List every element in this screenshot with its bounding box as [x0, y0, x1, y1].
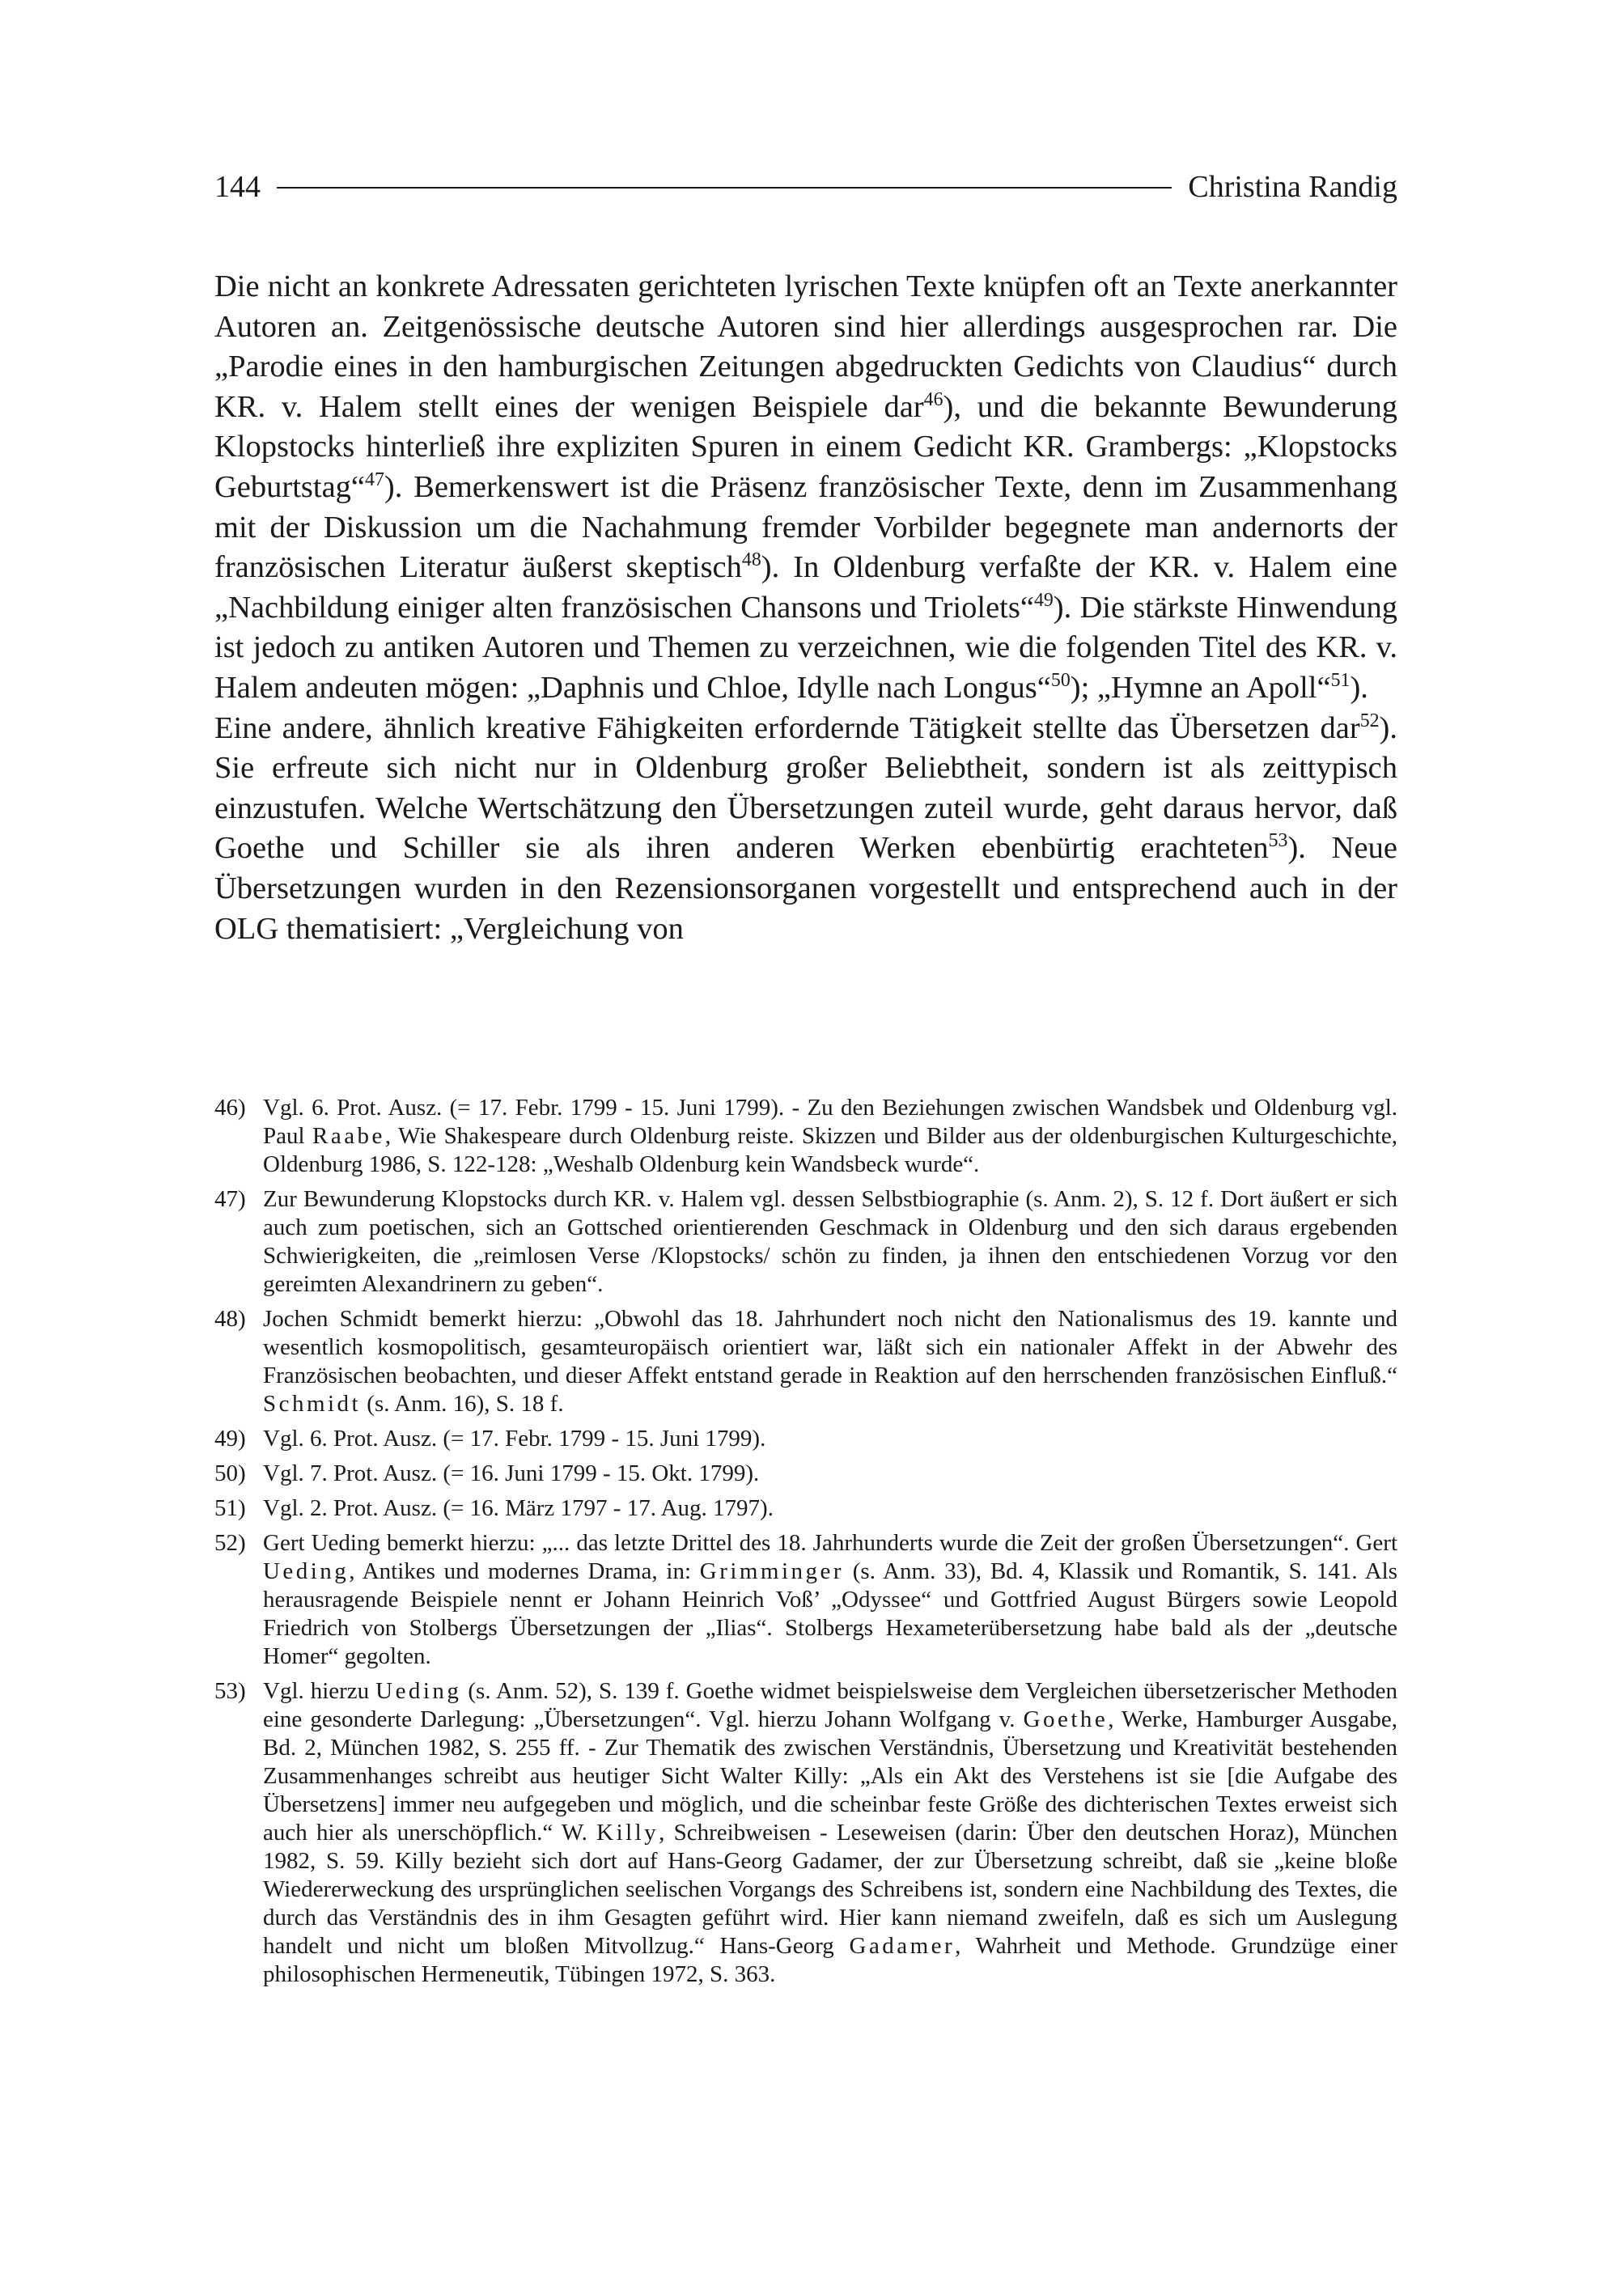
text-segment: ), und die bekannte Bewunderung Klopstocks hinterließ ihre expliziten Spuren in einem Gedicht KR. Grambergs: „Klopstocks Geburtstag“	[214, 389, 1397, 504]
text-segment: ); „Hymne an Apoll“	[1070, 670, 1331, 705]
body-text	[214, 267, 1397, 949]
text-segment: Vgl. 6. Prot. Ausz. (= 17. Febr. 1799 - 15. Juni 1799). - Zu den Beziehungen zwischen Wandsbek und Oldenburg vgl. Paul	[263, 1095, 1397, 1149]
footnote-47	[214, 1185, 1397, 1299]
text-segment: (s. Anm. 52), S. 139 f. Goethe widmet beispielsweise dem Vergleichen übersetzerischer Methoden eine gesonderte Darlegung: „Übersetzungen“. Vgl. hierzu Johann Wolfgang v.	[263, 1678, 1398, 1732]
text-segment: , Wie Shakespeare durch Oldenburg reiste. Skizzen und Bilder aus der oldenburgischen Kulturgeschichte, Oldenburg 1986, S. 122-128: „Weshalb Oldenburg kein Wandsbeck wurde“.	[263, 1123, 1398, 1177]
text-segment: Die nicht an konkrete Adressaten gerichteten lyrischen Texte knüpfen oft an Texte anerkannter Autoren an. Zeitgenössische deutsche Autoren sind hier allerdings ausgesprochen rar. Die „Parodie eines in den hamburgischen Zeitungen abgedruckten Gedichts von Claudius“ durch KR. v. Halem stellt eines der wenigen Beispiele dar	[214, 269, 1397, 424]
paragraph-1	[214, 267, 1397, 709]
footnote-text: Vgl. 6. Prot. Ausz. (= 17. Febr. 1799 - 15. Juni 1799).	[263, 1426, 766, 1452]
footnote-number: 49)	[214, 1426, 246, 1452]
text-segment: Eine andere, ähnlich kreative Fähigkeiten erfordernde Tätigkeit stellte das Übersetzen dar	[214, 710, 1360, 745]
footnotes	[214, 1094, 1397, 1995]
footnote-ref-46[interactable]: 46	[923, 388, 943, 410]
author-name: Ueding	[263, 1558, 350, 1584]
footnote-number: 53)	[214, 1678, 246, 1704]
header-rule	[277, 187, 1172, 189]
footnote-50	[214, 1460, 1397, 1488]
footnote-text: Vgl. 2. Prot. Ausz. (= 16. März 1797 - 17. Aug. 1797).	[263, 1495, 774, 1521]
footnote-ref-50[interactable]: 50	[1050, 670, 1071, 692]
footnote-number: 50)	[214, 1460, 246, 1486]
author-name: Killy	[596, 1820, 659, 1846]
text-segment: ). Die stärkste Hinwendung ist jedoch zu antiken Autoren und Themen zu verzeichnen, wie die folgenden Titel des KR. v. Halem andeuten mögen: „Daphnis und Chloe, Idylle nach Longus“	[214, 590, 1397, 705]
footnote-49	[214, 1425, 1397, 1453]
text-segment: , Antikes und modernes Drama, in:	[349, 1558, 692, 1584]
text-segment: (s. Anm. 16), S. 18 f.	[367, 1391, 564, 1417]
footnote-46	[214, 1094, 1397, 1179]
text-segment: Vgl. hierzu	[263, 1678, 370, 1704]
footnote-ref-49[interactable]: 49	[1033, 589, 1054, 611]
text-segment: ). Bemerkenswert ist die Präsenz französischer Texte, denn im Zusammenhang mit der Diskussion um die Nachahmung fremder Vorbilder begegnete man andernorts der französischen Literatur äußerst skeptisch	[214, 469, 1397, 585]
footnote-52	[214, 1529, 1397, 1671]
author-name: Raabe	[312, 1123, 385, 1149]
text-segment: , Schreibweisen - Leseweisen (darin: Über den deutschen Horaz), München 1982, S. 59. Killy bezieht sich dort auf Hans-Georg Gadamer, der zur Übersetzung schreibt, daß sie „keine bloße Wiedererweckung des ursprünglichen seelischen Vorgangs des Schreibens ist, sondern eine Nachbildung des Textes, die durch das Verständnis des in ihm Gesagten geführt wird. Hier kann niemand zweifeln, daß es sich um Auslegung handelt und nicht um bloßen Mitvollzug.“ Hans-Georg	[263, 1820, 1397, 1959]
text-segment: ).	[1350, 670, 1368, 705]
text-segment: ). In Oldenburg verfaßte der KR. v. Halem eine „Nachbildung einiger alten französischen Chansons und Triolets“	[214, 550, 1397, 625]
footnote-ref-47[interactable]: 47	[365, 469, 384, 491]
footnote-number: 51)	[214, 1495, 246, 1521]
text-segment: (s. Anm. 33), Bd. 4, Klassik und Romantik, S. 141. Als herausragende Beispiele nennt er Johann Heinrich Voß’ „Odyssee“ und Gottfried August Bürgers sowie Leopold Friedrich von Stolbergs Übersetzungen der „Ilias“. Stolbergs Hexameterübersetzung habe bald als der „deutsche Homer“ gegolten.	[263, 1558, 1398, 1669]
footnote-51	[214, 1494, 1397, 1523]
footnote-number: 47)	[214, 1186, 246, 1212]
footnote-text	[263, 1305, 1397, 1418]
text-segment: , Werke, Hamburger Ausgabe, Bd. 2, München 1982, S. 255 ff. - Zur Thematik des zwischen Verständnis, Übersetzung und Kreativität bestehenden Zusammenhanges schreibt aus heutiger Sicht Walter Killy: „Als ein Akt des Verstehens ist sie [die Aufgabe des Übersetzens] immer neu aufgegeben und möglich, und die scheinbar feste Größe des dichterischen Textes erweist sich auch hier als unerschöpflich.“ W.	[263, 1706, 1397, 1846]
running-header	[214, 164, 1397, 210]
footnote-number: 48)	[214, 1306, 246, 1332]
text-segment: ). Sie erfreute sich nicht nur in Oldenburg großer Beliebtheit, sondern ist als zeittypisch einzustufen. Welche Wertschätzung den Übersetzungen zuteil wurde, geht daraus hervor, daß Goethe und Schiller sie als ihren anderen Werken ebenbürtig erachteten	[214, 710, 1397, 866]
author-name: Gadamer	[849, 1933, 956, 1959]
text-segment: Gert Ueding bemerkt hierzu: „... das letzte Drittel des 18. Jahrhunderts wurde die Zeit der großen Übersetzungen“. Gert	[263, 1530, 1397, 1556]
footnote-53	[214, 1677, 1397, 1989]
footnote-number: 52)	[214, 1530, 246, 1556]
paragraph-2	[214, 709, 1397, 950]
page-number: 144	[214, 170, 261, 204]
text-segment: , Wahrheit und Methode. Grundzüge einer philosophischen Hermeneutik, Tübingen 1972, S. 363.	[263, 1933, 1397, 1987]
author-name: Ueding	[375, 1678, 462, 1704]
author-name: Goethe	[1023, 1706, 1109, 1732]
footnote-48	[214, 1305, 1397, 1418]
author-name: Schmidt	[263, 1391, 362, 1417]
footnote-text: Zur Bewunderung Klopstocks durch KR. v. Halem vgl. dessen Selbstbiographie (s. Anm. 2), S. 12 f. Dort äußert er sich auch zum poetischen, sich an Gottsched orientierenden Geschmack in Oldenburg und den sich daraus ergebenden Schwierigkeiten, die „reimlosen Verse /Klopstocks/ schön zu finden, ja ihnen den entschiedenen Vorzug vor den gereimten Alexandrinern zu geben“.	[263, 1186, 1397, 1297]
footnote-ref-51[interactable]: 51	[1330, 670, 1351, 692]
footnote-text	[263, 1094, 1397, 1179]
author-name: Grimminger	[699, 1558, 844, 1584]
text-segment: ). Neue Übersetzungen wurden in den Rezensionsorganen vorgestellt und entsprechend auch in der OLG thematisiert: „Vergleichung von	[214, 831, 1397, 946]
footnote-text	[263, 1677, 1397, 1989]
running-author: Christina Randig	[1188, 170, 1397, 204]
text-segment: Jochen Schmidt bemerkt hierzu: „Obwohl das 18. Jahrhundert noch nicht den Nationalismus des 19. kannte und wesentlich kosmopolitisch, gesamteuropäisch orientiert war, läßt sich ein nationaler Affekt in der Abwehr des Französischen beobachten, und dieser Affekt entstand gerade in Reaktion auf den herrschenden französischen Einfluß.“	[263, 1306, 1397, 1388]
footnote-ref-53[interactable]: 53	[1268, 830, 1288, 852]
footnote-ref-48[interactable]: 48	[741, 549, 761, 571]
footnote-text	[263, 1529, 1397, 1671]
footnote-number: 46)	[214, 1095, 246, 1121]
footnote-text: Vgl. 7. Prot. Ausz. (= 16. Juni 1799 - 15. Okt. 1799).	[263, 1460, 760, 1486]
footnote-ref-52[interactable]: 52	[1359, 710, 1380, 731]
